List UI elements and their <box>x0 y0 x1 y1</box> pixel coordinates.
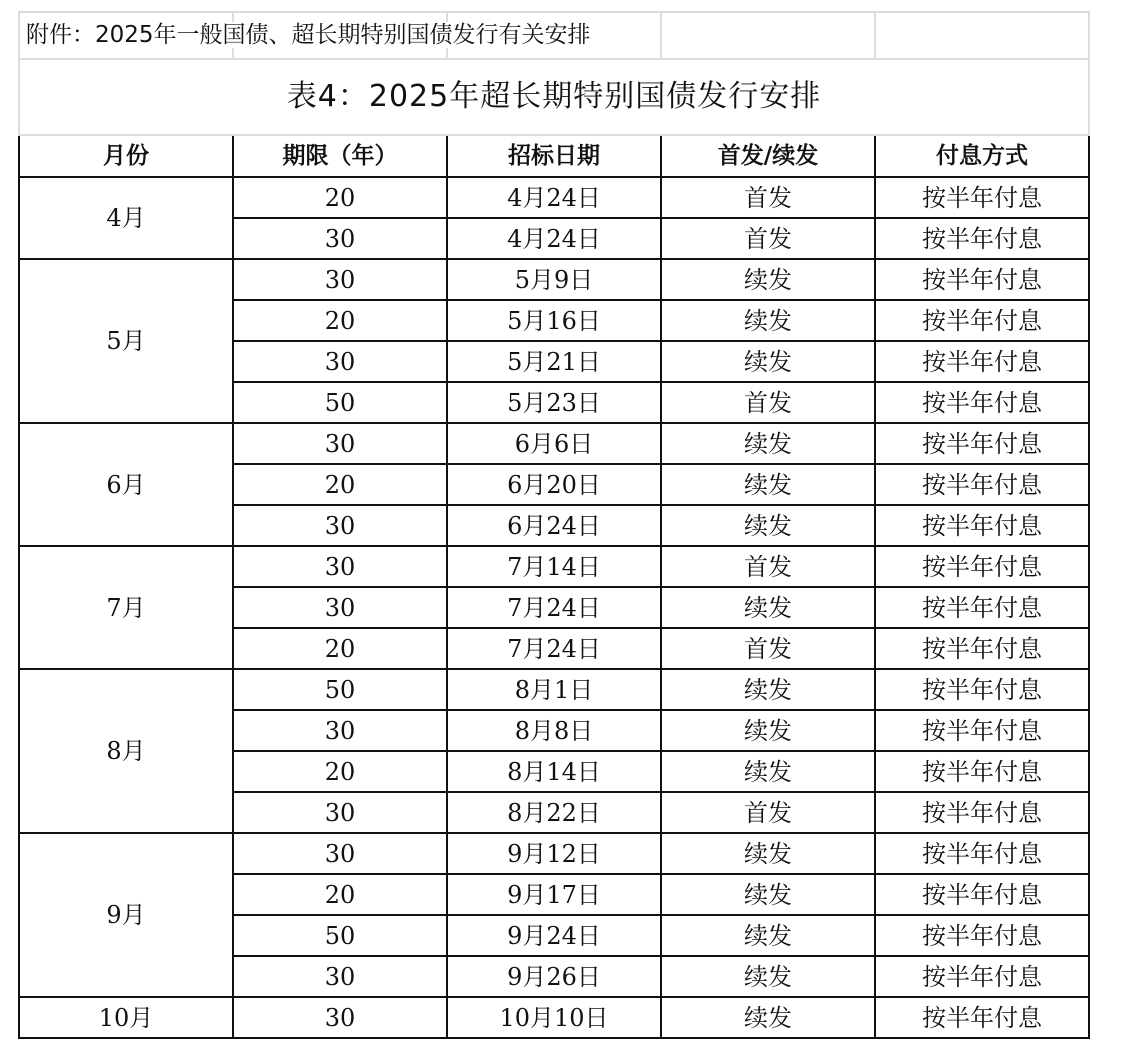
date-cell: 5月23日 <box>447 382 661 423</box>
pay-cell: 按半年付息 <box>875 177 1089 218</box>
pay-cell: 按半年付息 <box>875 997 1089 1038</box>
type-cell: 续发 <box>661 833 875 874</box>
date-cell: 9月24日 <box>447 915 661 956</box>
month-cell: 4月 <box>19 177 233 259</box>
month-cell: 7月 <box>19 546 233 669</box>
type-cell: 续发 <box>661 751 875 792</box>
type-cell: 续发 <box>661 464 875 505</box>
date-cell: 6月20日 <box>447 464 661 505</box>
date-cell: 9月26日 <box>447 956 661 997</box>
type-cell: 续发 <box>661 710 875 751</box>
term-cell: 50 <box>233 382 447 423</box>
term-cell: 20 <box>233 874 447 915</box>
term-cell: 30 <box>233 546 447 587</box>
date-cell: 5月16日 <box>447 300 661 341</box>
term-cell: 30 <box>233 792 447 833</box>
date-cell: 9月12日 <box>447 833 661 874</box>
caption-empty-cell[interactable] <box>661 12 875 59</box>
type-cell: 首发 <box>661 792 875 833</box>
type-cell: 续发 <box>661 669 875 710</box>
table-title: 表4：2025年超长期特别国债发行安排 <box>19 59 1089 135</box>
pay-cell: 按半年付息 <box>875 833 1089 874</box>
month-cell: 6月 <box>19 423 233 546</box>
pay-cell: 按半年付息 <box>875 792 1089 833</box>
term-cell: 30 <box>233 218 447 259</box>
type-cell: 续发 <box>661 300 875 341</box>
date-cell: 9月17日 <box>447 874 661 915</box>
type-cell: 首发 <box>661 382 875 423</box>
term-cell: 30 <box>233 587 447 628</box>
table-row <box>19 833 1089 874</box>
date-cell: 5月9日 <box>447 259 661 300</box>
date-cell: 8月8日 <box>447 710 661 751</box>
month-cell: 8月 <box>19 669 233 833</box>
date-cell: 6月6日 <box>447 423 661 464</box>
caption-cell[interactable] <box>19 12 591 59</box>
date-cell: 10月10日 <box>447 997 661 1038</box>
table-row <box>19 546 1089 587</box>
type-cell: 续发 <box>661 956 875 997</box>
pay-cell: 按半年付息 <box>875 874 1089 915</box>
month-cell: 9月 <box>19 833 233 997</box>
type-cell: 续发 <box>661 341 875 382</box>
pay-cell: 按半年付息 <box>875 218 1089 259</box>
type-cell: 续发 <box>661 423 875 464</box>
term-cell: 30 <box>233 997 447 1038</box>
header-type: 首发/续发 <box>661 135 875 177</box>
term-cell: 30 <box>233 833 447 874</box>
date-cell: 7月24日 <box>447 587 661 628</box>
term-cell: 20 <box>233 300 447 341</box>
attachment-caption: 附件：2025年一般国债、超长期特别国债发行有关安排 <box>26 22 591 48</box>
type-cell: 续发 <box>661 997 875 1038</box>
term-cell: 20 <box>233 628 447 669</box>
pay-cell: 按半年付息 <box>875 669 1089 710</box>
term-cell: 30 <box>233 341 447 382</box>
pay-cell: 按半年付息 <box>875 382 1089 423</box>
table-row <box>19 997 1089 1038</box>
header-date: 招标日期 <box>447 135 661 177</box>
pay-cell: 按半年付息 <box>875 464 1089 505</box>
term-cell: 50 <box>233 669 447 710</box>
month-cell: 10月 <box>19 997 233 1038</box>
term-cell: 50 <box>233 915 447 956</box>
term-cell: 20 <box>233 751 447 792</box>
date-cell: 5月21日 <box>447 341 661 382</box>
month-cell: 5月 <box>19 259 233 423</box>
type-cell: 续发 <box>661 874 875 915</box>
date-cell: 7月24日 <box>447 628 661 669</box>
term-cell: 20 <box>233 177 447 218</box>
issuance-schedule-table <box>18 11 1090 1039</box>
term-cell: 30 <box>233 710 447 751</box>
pay-cell: 按半年付息 <box>875 628 1089 669</box>
caption-empty-cell[interactable] <box>875 12 1089 59</box>
pay-cell: 按半年付息 <box>875 300 1089 341</box>
pay-cell: 按半年付息 <box>875 710 1089 751</box>
pay-cell: 按半年付息 <box>875 956 1089 997</box>
pay-cell: 按半年付息 <box>875 587 1089 628</box>
term-cell: 30 <box>233 259 447 300</box>
date-cell: 8月1日 <box>447 669 661 710</box>
title-row <box>19 59 1089 135</box>
header-payment: 付息方式 <box>875 135 1089 177</box>
table-row <box>19 259 1089 300</box>
term-cell: 30 <box>233 505 447 546</box>
header-month: 月份 <box>19 135 233 177</box>
term-cell: 30 <box>233 956 447 997</box>
caption-row <box>19 12 1089 59</box>
header-row <box>19 135 1089 177</box>
pay-cell: 按半年付息 <box>875 259 1089 300</box>
date-cell: 8月22日 <box>447 792 661 833</box>
date-cell: 4月24日 <box>447 177 661 218</box>
pay-cell: 按半年付息 <box>875 423 1089 464</box>
pay-cell: 按半年付息 <box>875 505 1089 546</box>
term-cell: 20 <box>233 464 447 505</box>
pay-cell: 按半年付息 <box>875 751 1089 792</box>
date-cell: 8月14日 <box>447 751 661 792</box>
pay-cell: 按半年付息 <box>875 546 1089 587</box>
header-term: 期限（年） <box>233 135 447 177</box>
pay-cell: 按半年付息 <box>875 915 1089 956</box>
term-cell: 30 <box>233 423 447 464</box>
type-cell: 续发 <box>661 259 875 300</box>
date-cell: 6月24日 <box>447 505 661 546</box>
type-cell: 首发 <box>661 546 875 587</box>
table-row <box>19 177 1089 218</box>
pay-cell: 按半年付息 <box>875 341 1089 382</box>
type-cell: 首发 <box>661 177 875 218</box>
type-cell: 续发 <box>661 587 875 628</box>
type-cell: 首发 <box>661 218 875 259</box>
table-row <box>19 423 1089 464</box>
date-cell: 7月14日 <box>447 546 661 587</box>
date-cell: 4月24日 <box>447 218 661 259</box>
type-cell: 续发 <box>661 915 875 956</box>
table-row <box>19 669 1089 710</box>
type-cell: 续发 <box>661 505 875 546</box>
type-cell: 首发 <box>661 628 875 669</box>
